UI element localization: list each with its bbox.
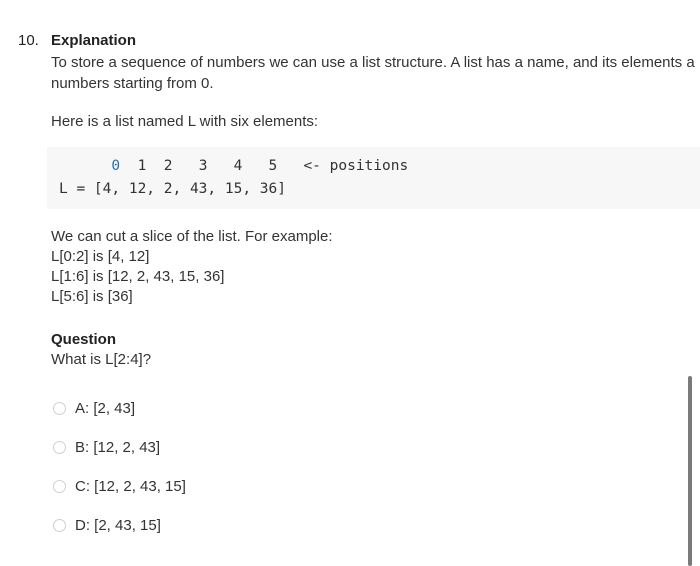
question-text: What is L[2:4]? xyxy=(51,351,152,368)
slice-example-2: L[1:6] is [12, 2, 43, 15, 36] xyxy=(51,268,225,285)
option-a[interactable] xyxy=(53,398,186,418)
position-zero: 0 xyxy=(111,158,121,174)
option-d-label: D: [2, 43, 15] xyxy=(75,516,161,534)
slice-intro: We can cut a slice of the list. For example: xyxy=(51,228,333,245)
intro-line-1: To store a sequence of numbers we can use a list structure. A list has a name, and its elements a xyxy=(51,54,695,71)
option-c-label: C: [12, 2, 43, 15] xyxy=(75,477,186,495)
list-lead-text: Here is a list named L with six elements: xyxy=(51,113,319,130)
radio-button-a[interactable] xyxy=(53,402,66,415)
option-a-label: A: [2, 43] xyxy=(75,399,136,417)
explanation-heading: Explanation xyxy=(51,32,137,49)
question-heading: Question xyxy=(51,331,117,348)
slice-examples xyxy=(51,227,333,307)
positions-rest: 1 2 3 4 5 <- positions xyxy=(120,158,409,174)
slice-example-1: L[0:2] is [4, 12] xyxy=(51,248,150,265)
option-d[interactable] xyxy=(53,515,186,535)
question-block xyxy=(51,330,151,370)
positions-line xyxy=(59,158,408,174)
radio-button-d[interactable] xyxy=(53,519,66,532)
list-line: L = [4, 12, 2, 43, 15, 36] xyxy=(59,181,286,197)
radio-button-c[interactable] xyxy=(53,480,66,493)
explanation-section xyxy=(51,32,700,130)
radio-button-b[interactable] xyxy=(53,441,66,454)
code-block xyxy=(47,147,700,209)
option-b-label: B: [12, 2, 43] xyxy=(75,438,161,456)
question-number: 10. xyxy=(18,32,39,49)
option-c[interactable] xyxy=(53,476,186,496)
answer-options xyxy=(53,398,186,554)
intro-line-2: numbers starting from 0. xyxy=(51,75,214,92)
slice-example-3: L[5:6] is [36] xyxy=(51,288,133,305)
explanation-intro xyxy=(51,52,700,94)
option-b[interactable] xyxy=(53,437,186,457)
scrollbar-thumb[interactable] xyxy=(688,376,692,566)
